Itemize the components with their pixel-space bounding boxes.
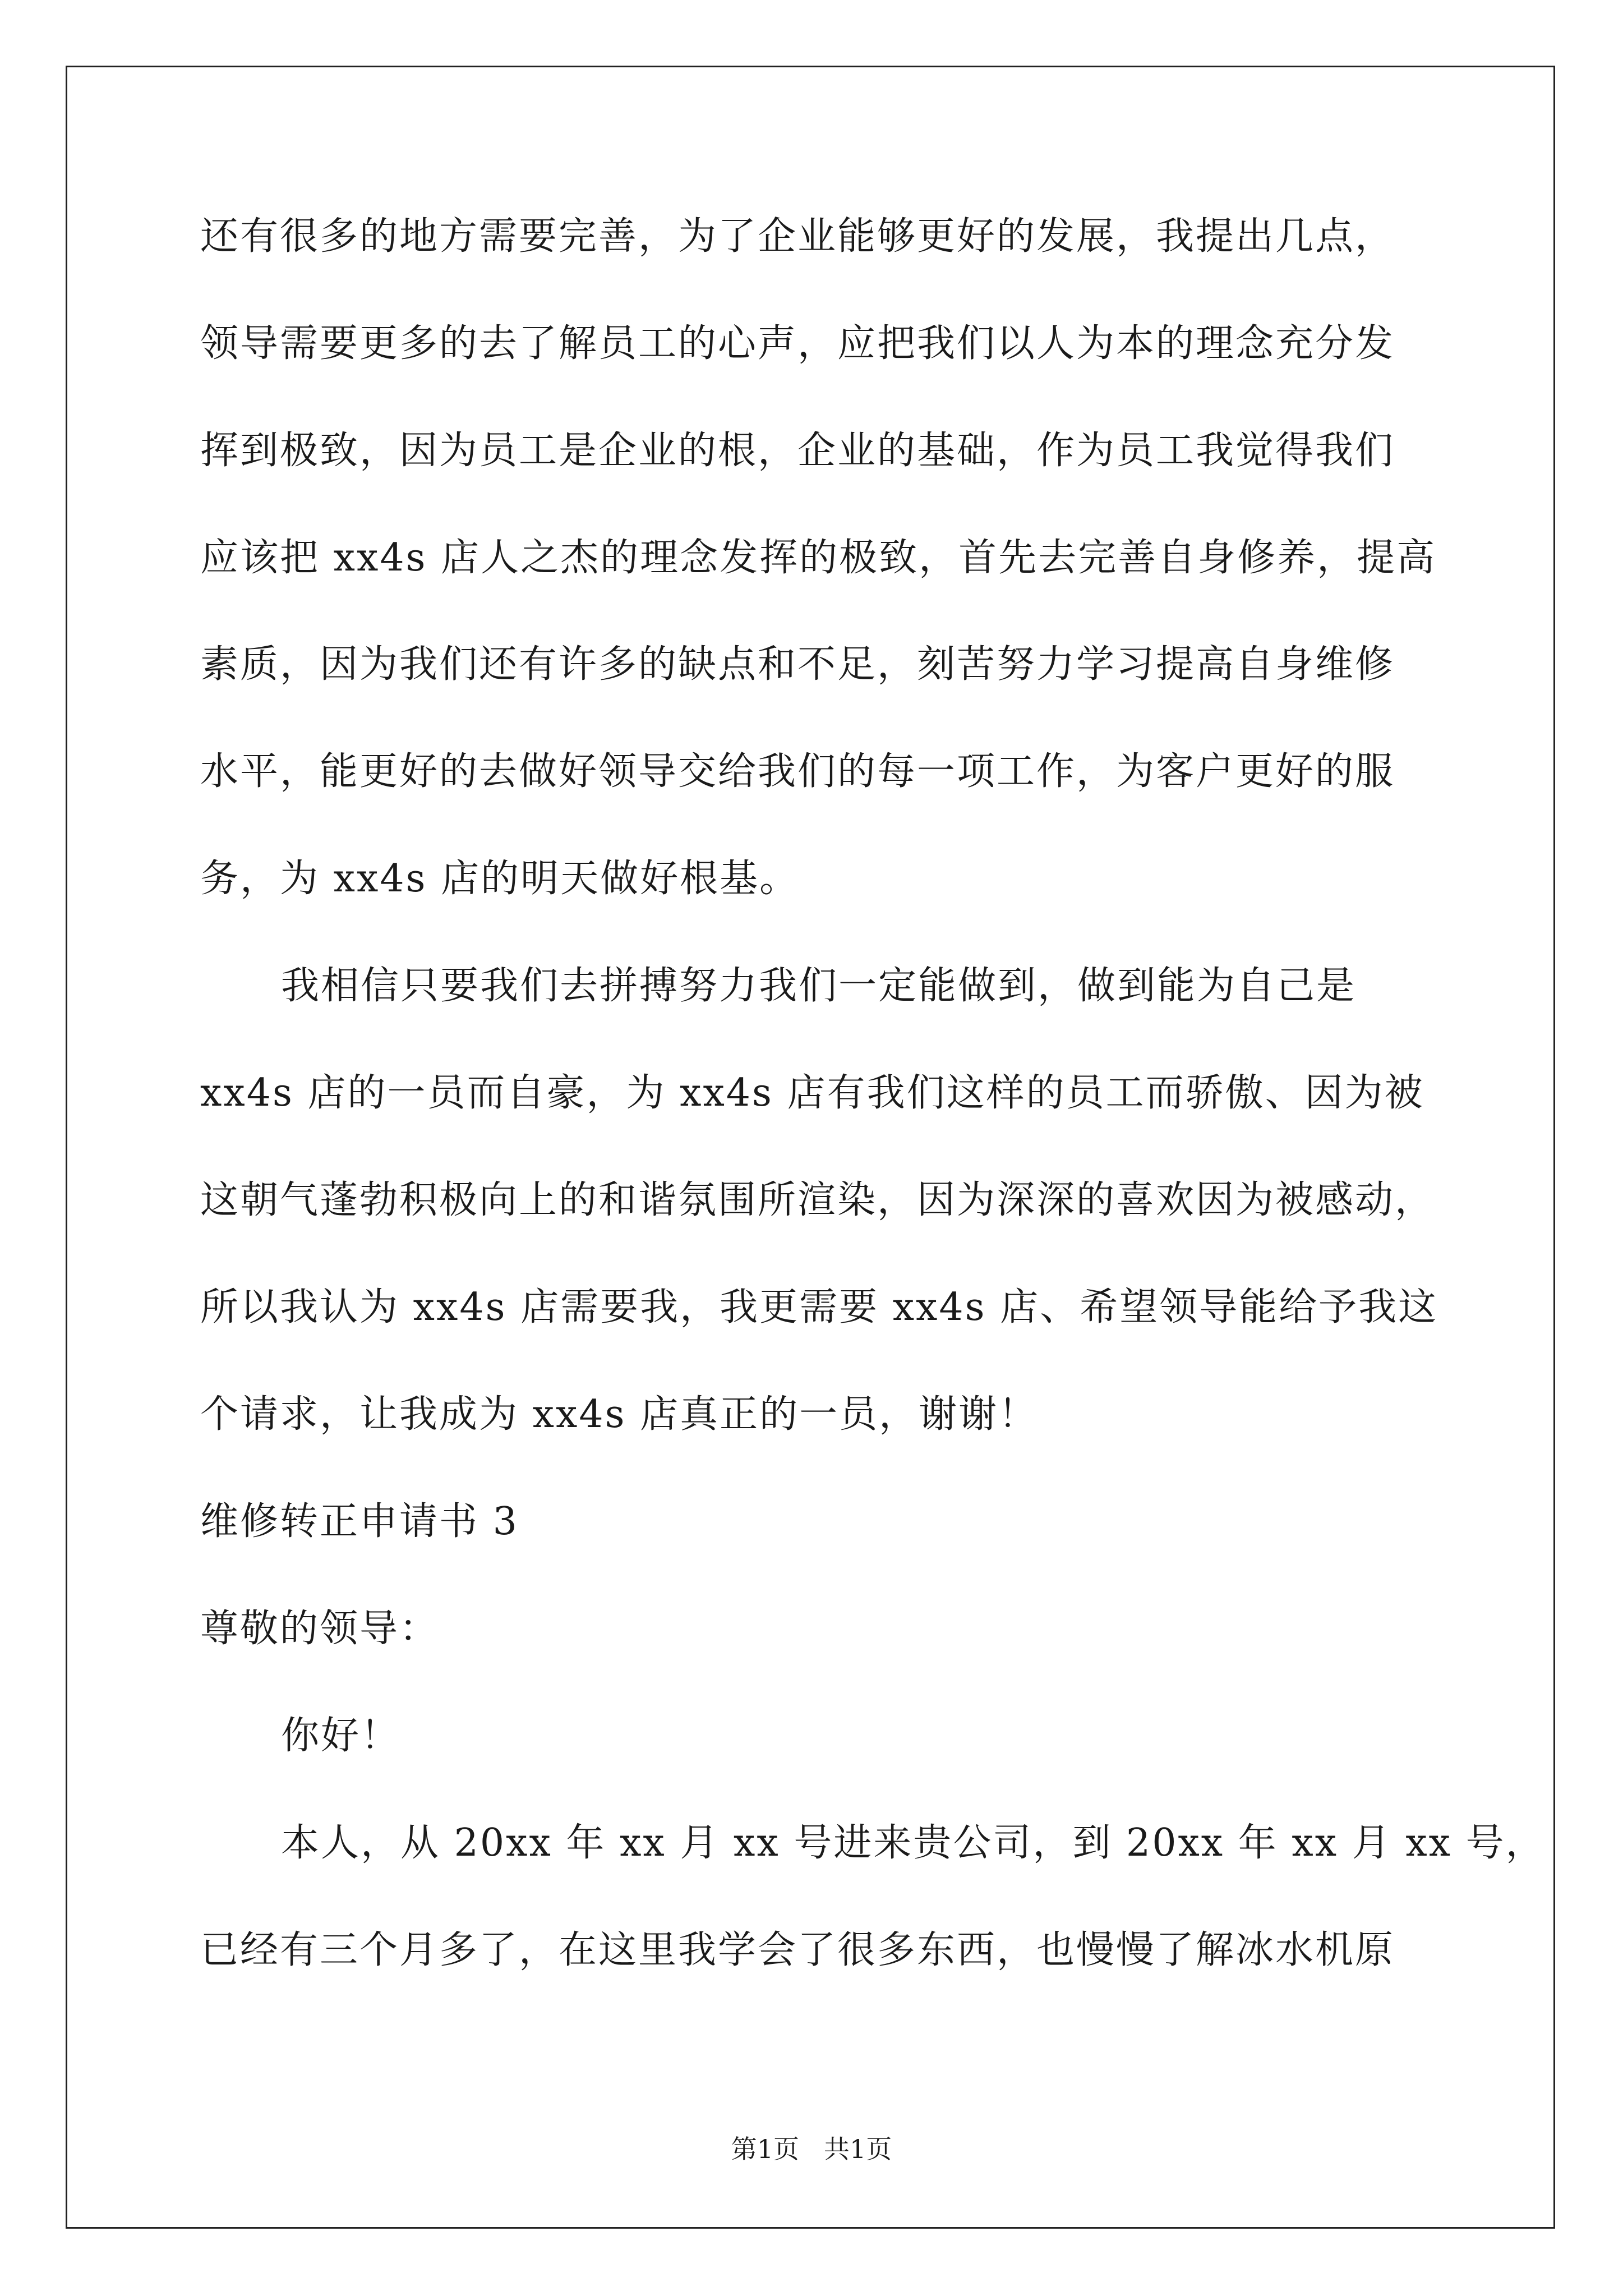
section-title: 维修转正申请书 3 bbox=[200, 1499, 519, 1544]
paragraph-line: 领导需要更多的去了解员工的心声，应把我们以人为本的理念充分发 bbox=[200, 321, 1395, 366]
paragraph-line: 已经有三个月多了，在这里我学会了很多东西，也慢慢了解冰水机原 bbox=[200, 1928, 1395, 1972]
greeting: 你好！ bbox=[281, 1714, 401, 1758]
paragraph-line: 个请求，让我成为 xx4s 店真正的一员，谢谢！ bbox=[200, 1392, 1039, 1437]
paragraph-line: 还有很多的地方需要完善，为了企业能够更好的发展，我提出几点， bbox=[200, 214, 1395, 259]
paragraph-line: xx4s 店的一员而自豪，为 xx4s 店有我们这样的员工而骄傲、因为被 bbox=[200, 1071, 1424, 1115]
salutation: 尊敬的领导： bbox=[200, 1607, 440, 1651]
page-footer bbox=[0, 2129, 1623, 2166]
page-border bbox=[66, 66, 1555, 2229]
paragraph-line: 本人，从 20xx 年 xx 月 xx 号进来贵公司，到 20xx 年 xx 月 xx 号， bbox=[281, 1821, 1546, 1865]
page-number: 第1页 bbox=[731, 2134, 799, 2164]
paragraph-line: 务，为 xx4s 店的明天做好根基。 bbox=[200, 857, 800, 901]
paragraph-line: 我相信只要我们去拼搏努力我们一定能做到，做到能为自己是 bbox=[281, 964, 1357, 1008]
page-total: 共1页 bbox=[824, 2134, 892, 2164]
paragraph-line: 挥到极致，因为员工是企业的根，企业的基础，作为员工我觉得我们 bbox=[200, 429, 1395, 473]
paragraph-line: 水平，能更好的去做好领导交给我们的每一项工作，为客户更好的服 bbox=[200, 749, 1395, 794]
paragraph-line: 应该把 xx4s 店人之杰的理念发挥的极致，首先去完善自身修养，提高 bbox=[200, 536, 1437, 580]
paragraph-line: 素质，因为我们还有许多的缺点和不足，刻苦努力学习提高自身维修 bbox=[200, 642, 1395, 687]
paragraph-line: 所以我认为 xx4s 店需要我，我更需要 xx4s 店、希望领导能给予我这 bbox=[200, 1285, 1438, 1329]
paragraph-line: 这朝气蓬勃积极向上的和谐氛围所渲染，因为深深的喜欢因为被感动， bbox=[200, 1178, 1435, 1222]
